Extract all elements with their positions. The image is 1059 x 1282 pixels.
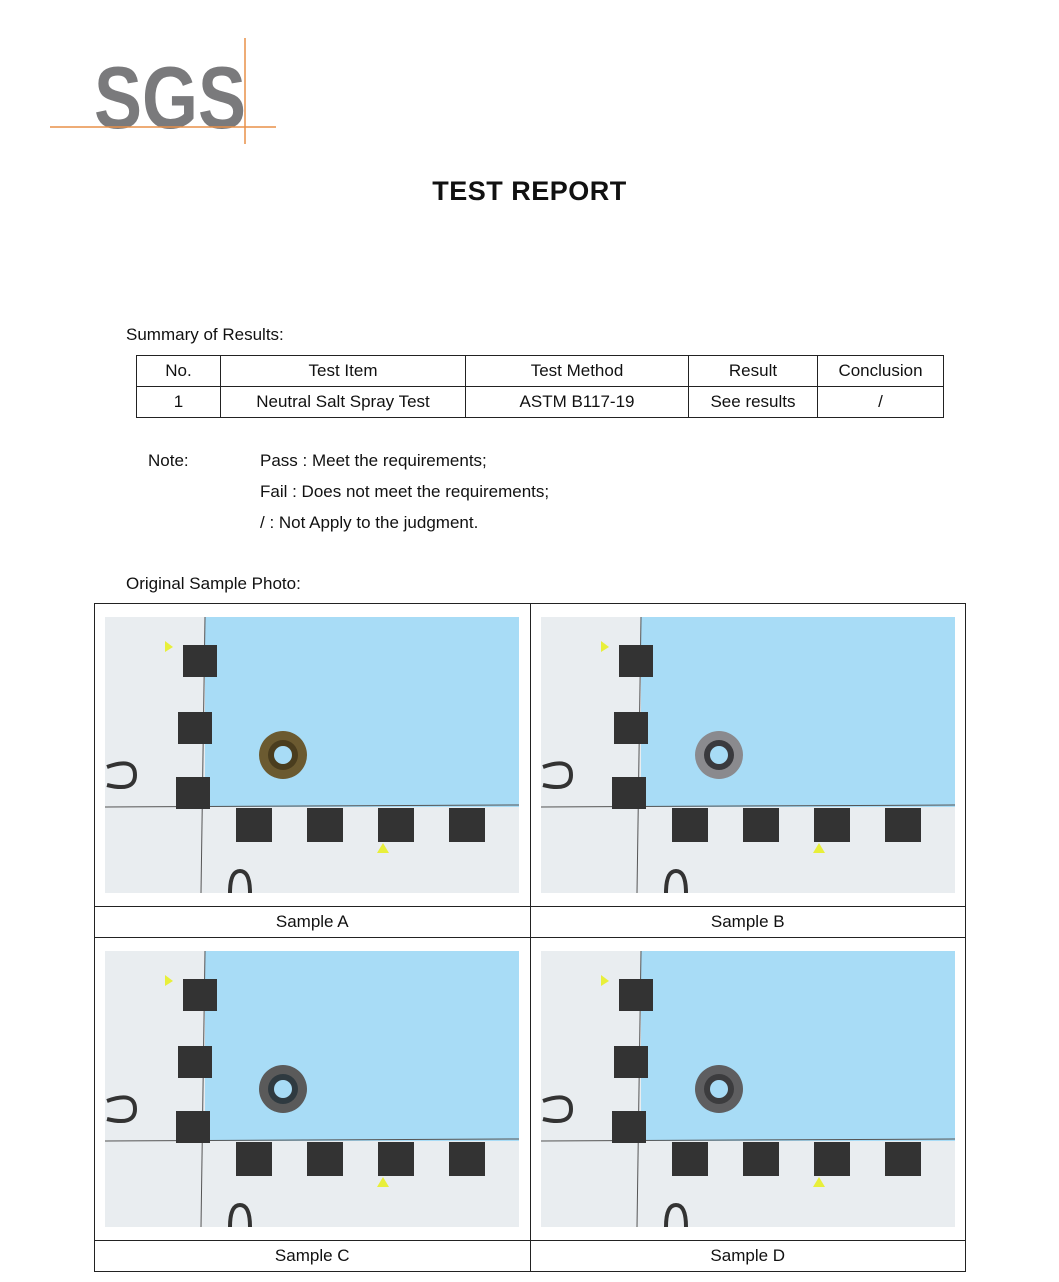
sample-a-photo <box>105 617 519 893</box>
caption-sample-c: Sample C <box>95 1241 531 1272</box>
photo-cell <box>95 938 531 1241</box>
sample-photo-table <box>94 603 966 1272</box>
header-test-method: Test Method <box>466 356 689 387</box>
blue-card <box>641 617 955 807</box>
caption-sample-a: Sample A <box>95 907 531 938</box>
blue-card <box>205 951 519 1141</box>
header-test-item: Test Item <box>221 356 466 387</box>
photo-cell <box>530 604 966 907</box>
cell-test-item: Neutral Salt Spray Test <box>221 387 466 418</box>
caption-sample-d: Sample D <box>530 1241 966 1272</box>
cell-test-method: ASTM B117-19 <box>466 387 689 418</box>
photos-label: Original Sample Photo: <box>126 574 301 593</box>
sample-c-photo <box>105 951 519 1227</box>
svg-text:SGS: SGS <box>94 48 246 146</box>
page-title: TEST REPORT <box>432 176 627 206</box>
table-row <box>137 387 944 418</box>
cell-result: See results <box>689 387 818 418</box>
header-no: No. <box>137 356 221 387</box>
blue-card <box>205 617 519 807</box>
cell-no: 1 <box>137 387 221 418</box>
sample-d-photo <box>541 951 955 1227</box>
header-conclusion: Conclusion <box>818 356 944 387</box>
summary-label: Summary of Results: <box>126 325 284 344</box>
summary-table <box>136 355 944 418</box>
table-header-row <box>137 356 944 387</box>
blue-card <box>641 951 955 1141</box>
note-line-na: / : Not Apply to the judgment. <box>260 513 479 532</box>
caption-sample-b: Sample B <box>530 907 966 938</box>
note-label: Note: <box>148 451 189 470</box>
photo-cell <box>95 604 531 907</box>
photo-cell <box>530 938 966 1241</box>
header-result: Result <box>689 356 818 387</box>
note-line-pass: Pass : Meet the requirements; <box>260 451 487 470</box>
sgs-logo <box>48 36 278 146</box>
cell-conclusion: / <box>818 387 944 418</box>
note-line-fail: Fail : Does not meet the requirements; <box>260 482 550 501</box>
sample-b-photo <box>541 617 955 893</box>
